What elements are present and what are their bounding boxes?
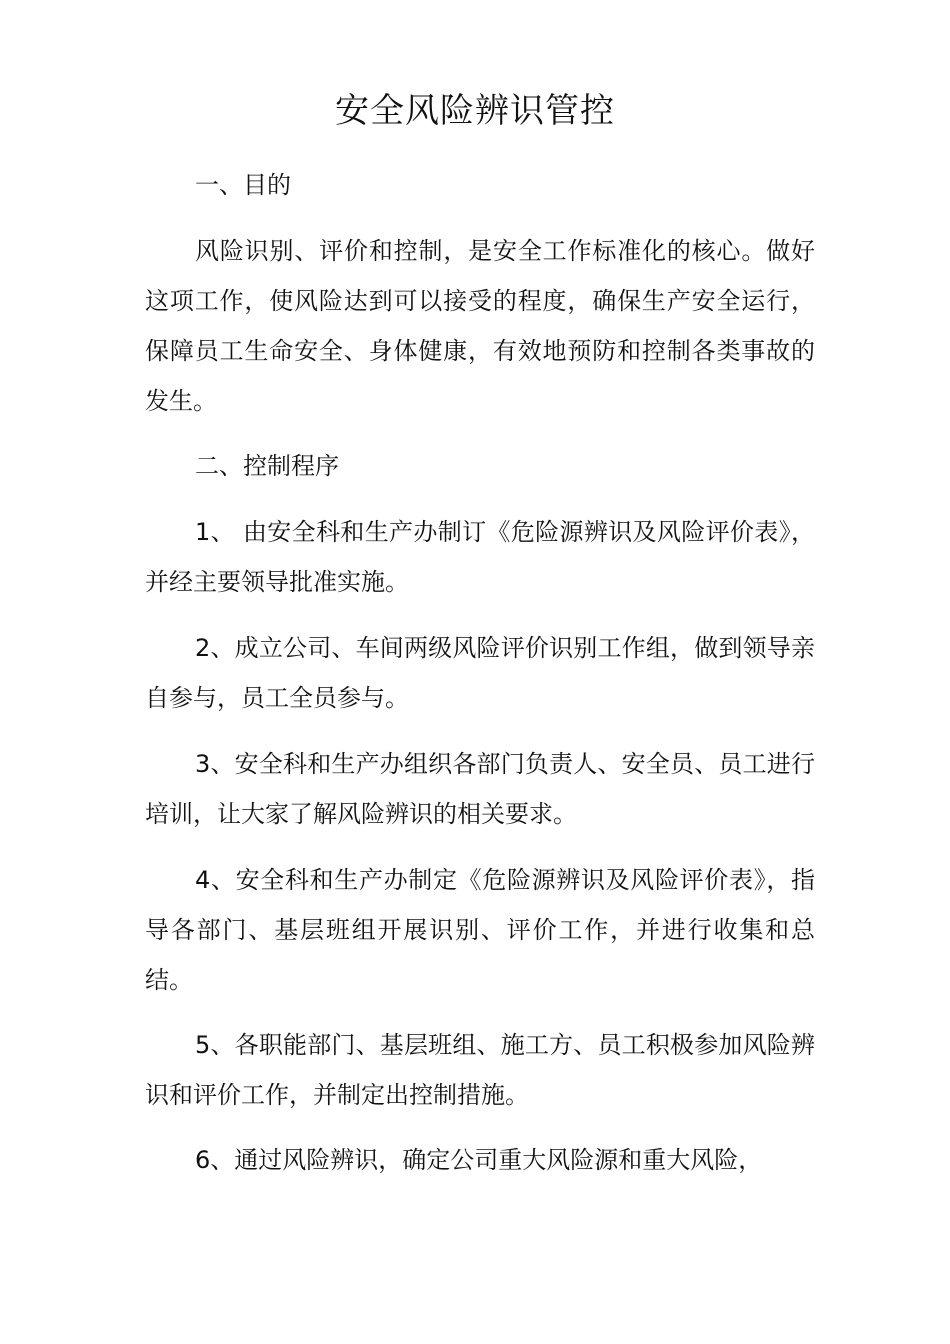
section-heading-procedure: 二、控制程序 (195, 452, 339, 480)
purpose-paragraph: 风险识别、评价和控制，是安全工作标准化的核心。做好这项工作，使风险达到可以接受的程度，确保生产安全运行，保障员工生命安全、身体健康，有效地预防和控制各类事故的发生。 (145, 237, 815, 415)
procedure-item-5: 5、各职能部门、基层班组、施工方、员工积极参加风险辨识和评价工作，并制定出控制措施。 (145, 1031, 815, 1109)
procedure-item-4: 4、安全科和生产办制定《危险源辨识及风险评价表》，指导各部门、基层班组开展识别、评价工作，并进行收集和总结。 (145, 866, 815, 994)
section-heading-purpose: 一、目的 (195, 171, 291, 199)
procedure-item-1: 1、 由安全科和生产办制订《危险源辨识及风险评价表》，并经主要领导批准实施。 (145, 518, 815, 596)
procedure-item-3: 3、安全科和生产办组织各部门负责人、安全员、员工进行培训，让大家了解风险辨识的相关要求。 (145, 750, 815, 828)
procedure-item-6: 6、通过风险辨识，确定公司重大风险源和重大风险， (195, 1146, 763, 1174)
procedure-item-2: 2、成立公司、车间两级风险评价识别工作组，做到领导亲自参与，员工全员参与。 (145, 634, 815, 712)
document-title: 安全风险辨识管控 (335, 91, 615, 131)
